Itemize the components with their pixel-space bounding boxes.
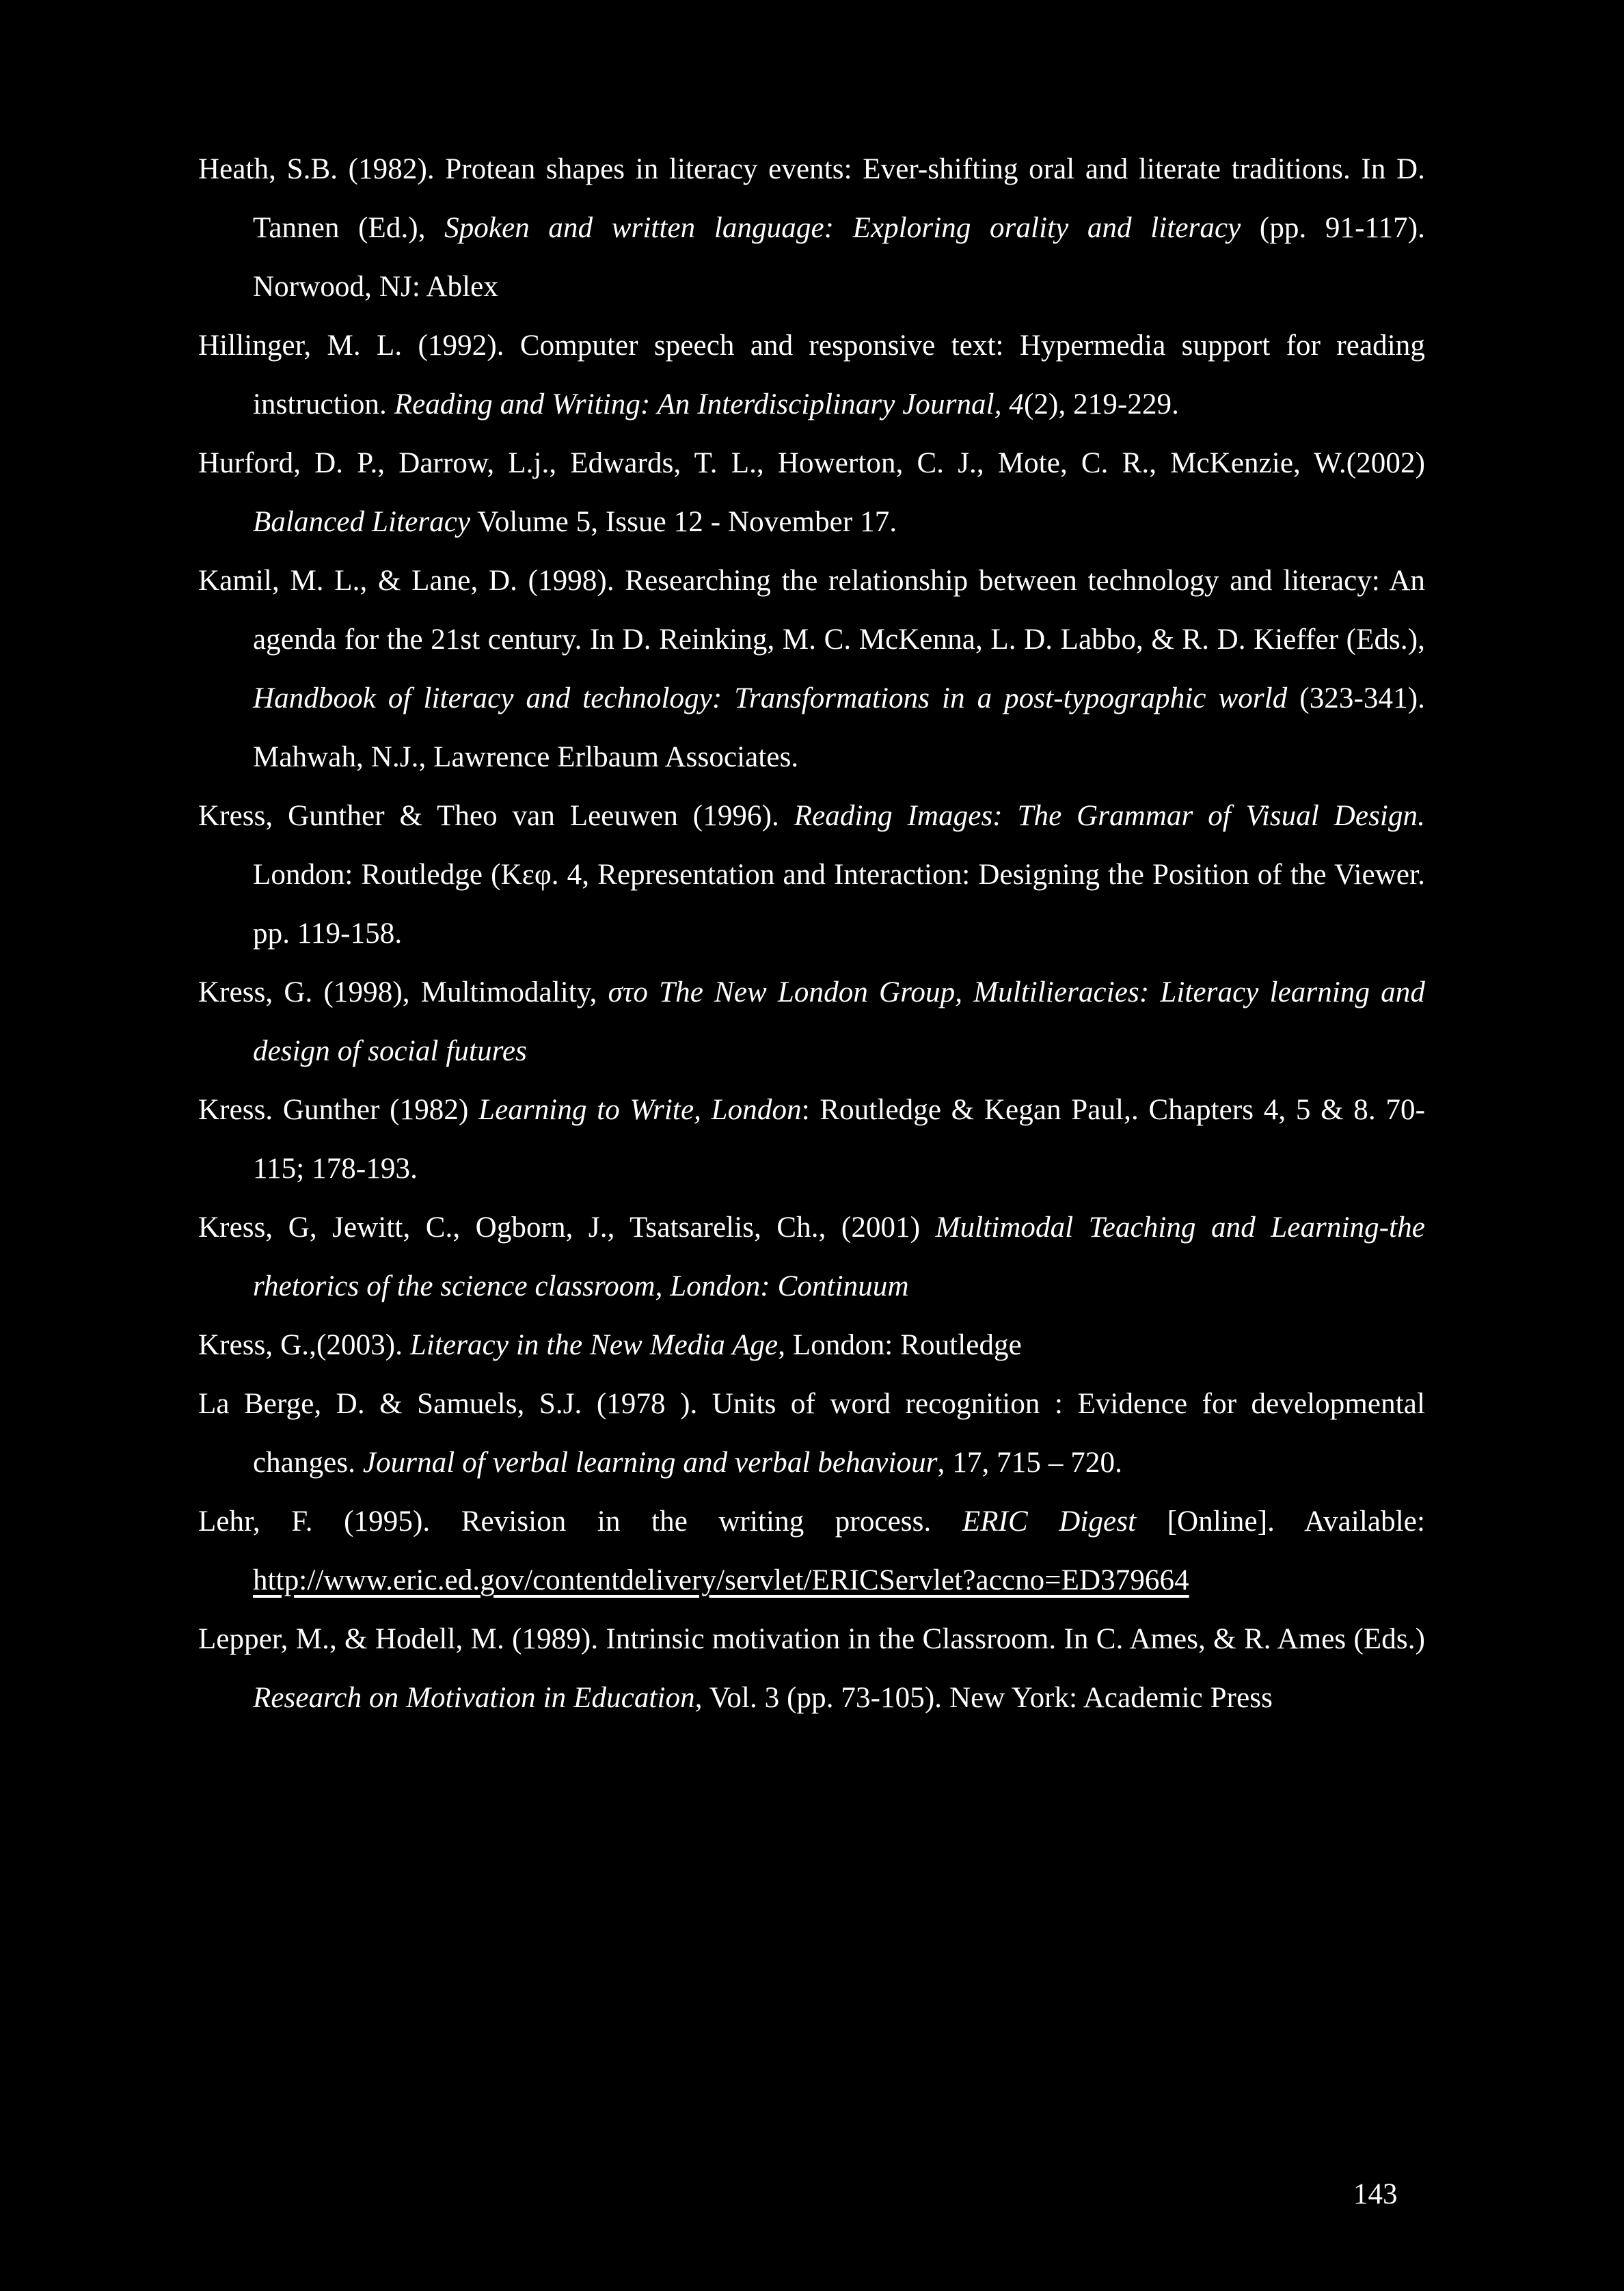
reference-kress-2003 (198, 1316, 1425, 1375)
reference-title: Literacy in the New Media Age (409, 1329, 779, 1361)
reference-title: στο The New London Group, Multilieracies: Literacy learning and design of social futures (253, 976, 1425, 1067)
reference-title: Spoken and written language: Exploring orality and literacy (444, 212, 1241, 244)
reference-text: Kamil, M. L., & Lane, D. (1998). Researching the relationship between technology and literacy: An agenda for the 21st century. In D. Reinking, M. C. McKenna, L. D. Labbo, & R. D. Kieffer (Eds.), (198, 565, 1425, 656)
reference-text: Heath, S.B. (1982). Protean shapes in literacy events: Ever-shifting oral and literate traditions. In D. Tannen (Ed.), (198, 153, 1425, 244)
reference-text: Kress, G, Jewitt, C., Ogborn, J., Tsatsarelis, Ch., (2001) (198, 1211, 936, 1244)
reference-title: ERIC Digest (962, 1505, 1137, 1538)
reference-lepper-1989 (198, 1610, 1425, 1728)
reference-text: (323-341). Mahwah, N.J., Lawrence Erlbaum Associates. (253, 682, 1425, 773)
reference-text: [Online]. Available: (1136, 1505, 1425, 1538)
reference-text: Kress. Gunther (1982) (198, 1094, 479, 1126)
reference-text: Kress, Gunther & Theo van Leeuwen (1996). (198, 800, 794, 832)
reference-kress-2001 (198, 1198, 1425, 1316)
reference-text: Hurford, D. P., Darrow, L.j., Edwards, T. L., Howerton, C. J., Mote, C. R., McKenzie, W.(2002) (198, 447, 1425, 479)
reference-title: Journal of verbal learning and verbal behaviour (362, 1447, 938, 1479)
reference-title: Multimodal Teaching and Learning-the rhetorics of the science classroom, London: Continuum (253, 1211, 1425, 1302)
reference-title: Research on Motivation in Education (253, 1682, 695, 1714)
reference-hurford-2002 (198, 434, 1425, 552)
reference-url-link[interactable]: http://www.eric.ed.gov/contentdelivery/servlet/ERICServlet?accno=ED379664 (253, 1564, 1189, 1596)
reference-kress-1998 (198, 963, 1425, 1081)
reference-title: Balanced Literacy (253, 506, 471, 538)
reference-text: London: Routledge (Κεφ. 4, Representation and Interaction: Designing the Position of the Viewer. pp. 119-158. (253, 859, 1425, 950)
page-number: 143 (1353, 2178, 1398, 2210)
reference-text: , 17, 715 – 720. (937, 1447, 1122, 1479)
reference-title: Reading and Writing: An Interdisciplinary Journal, 4 (394, 388, 1024, 420)
reference-hillinger-1992 (198, 317, 1425, 434)
reference-text: (2), 219-229. (1024, 388, 1180, 420)
reference-text: (pp. 91-117). Norwood, NJ: Ablex (253, 212, 1426, 303)
reference-title: Reading Images: The Grammar of Visual Design. (794, 800, 1426, 832)
reference-title: Learning to Write, London (478, 1094, 802, 1126)
reference-text: La Berge, D. & Samuels, S.J. (1978 ). Units of word recognition : Evidence for developmental changes. (198, 1388, 1425, 1479)
reference-heath-1982 (198, 140, 1425, 317)
reference-text: : Routledge & Kegan Paul,. Chapters 4, 5 & 8. 70-115; 178-193. (253, 1094, 1426, 1185)
reference-text: Kress, G. (1998), Multimodality, (198, 976, 608, 1008)
reference-title: Handbook of literacy and technology: Transformations in a post-typographic world (253, 682, 1288, 714)
reference-list (198, 140, 1425, 1728)
reference-laberge-1978 (198, 1375, 1425, 1492)
reference-kress-1982 (198, 1081, 1425, 1198)
reference-lehr-1995 (198, 1492, 1425, 1610)
reference-text: Lepper, M., & Hodell, M. (1989). Intrinsic motivation in the Classroom. In C. Ames, & R. Ames (Eds.) (198, 1623, 1425, 1655)
reference-text: Kress, G.,(2003). (198, 1329, 410, 1361)
reference-text: Volume 5, Issue 12 - November 17. (470, 506, 897, 538)
reference-kress-1996 (198, 787, 1425, 963)
reference-text: , London: Routledge (778, 1329, 1022, 1361)
reference-text: Hillinger, M. L. (1992). Computer speech and responsive text: Hypermedia support for reading instruction. (198, 330, 1425, 420)
reference-text: , Vol. 3 (pp. 73-105). New York: Academic Press (694, 1682, 1273, 1714)
reference-kamil-1998 (198, 552, 1425, 787)
reference-text: Lehr, F. (1995). Revision in the writing process. (198, 1505, 962, 1538)
